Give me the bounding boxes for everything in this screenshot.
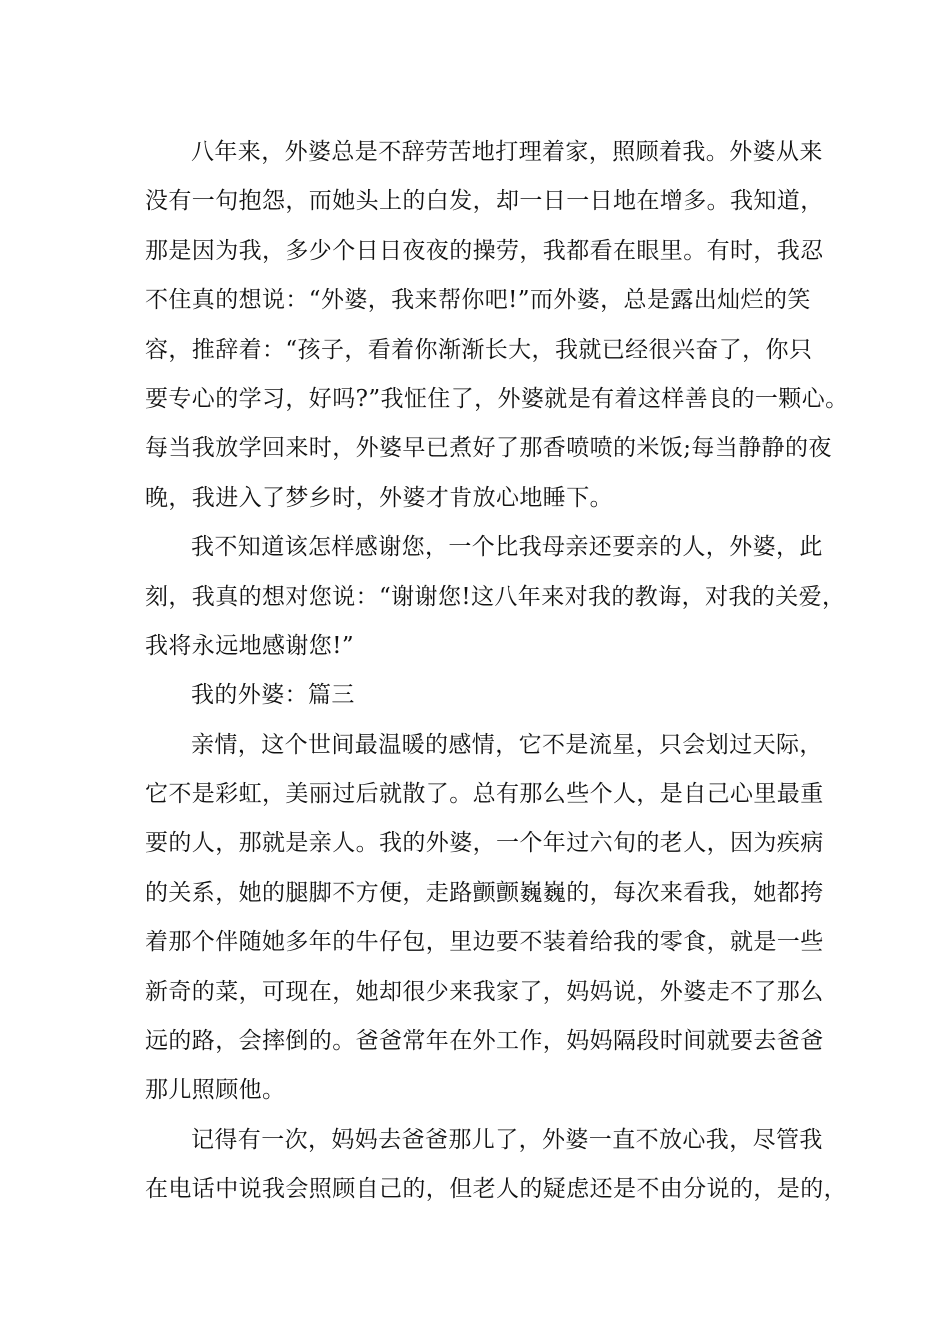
paragraph-line: 要专心的学习，好吗?”我怔住了，外婆就是有着这样善良的一颗心。 bbox=[145, 385, 849, 412]
paragraph-line: 我不知道该怎样感谢您，一个比我母亲还要亲的人，外婆，此 bbox=[191, 534, 823, 561]
paragraph-line: 着那个伴随她多年的牛仔包，里边要不装着给我的零食，就是一些 bbox=[145, 929, 824, 956]
paragraph-line: 不住真的想说：“外婆，我来帮你吧!”而外婆，总是露出灿烂的笑 bbox=[145, 287, 811, 314]
paragraph-line: 在电话中说我会照顾自己的，但老人的疑虑还是不由分说的，是的， bbox=[145, 1176, 847, 1203]
paragraph-line: 远的路，会摔倒的。爸爸常年在外工作，妈妈隔段时间就要去爸爸 bbox=[145, 1028, 824, 1055]
paragraph-line: 要的人，那就是亲人。我的外婆，一个年过六旬的老人，因为疾病 bbox=[145, 830, 824, 857]
document-body bbox=[145, 128, 849, 1215]
paragraph-line: 晚，我进入了梦乡时，外婆才肯放心地睡下。 bbox=[145, 484, 613, 511]
paragraph-line: 八年来，外婆总是不辞劳苦地打理着家，照顾着我。外婆从来 bbox=[191, 139, 823, 165]
section-heading: 我的外婆：篇三 bbox=[191, 682, 355, 709]
paragraph-line: 没有一句抱怨，而她头上的白发，却一日一日地在增多。我知道， bbox=[145, 188, 824, 215]
paragraph-line: 那是因为我，多少个日日夜夜的操劳，我都看在眼里。有时，我忍 bbox=[145, 237, 824, 264]
paragraph-line: 我将永远地感谢您!” bbox=[145, 632, 355, 659]
paragraph-line: 那儿照顾他。 bbox=[145, 1077, 286, 1104]
paragraph-line: 刻，我真的想对您说：“谢谢您!这八年来对我的教诲，对我的关爱， bbox=[145, 583, 846, 610]
paragraph-line: 它不是彩虹，美丽过后就散了。总有那么些个人，是自己心里最重 bbox=[145, 781, 824, 808]
paragraph-line: 记得有一次，妈妈去爸爸那儿了，外婆一直不放心我，尽管我 bbox=[191, 1126, 823, 1153]
paragraph-line: 新奇的菜，可现在，她却很少来我家了，妈妈说，外婆走不了那么 bbox=[145, 978, 824, 1005]
paragraph-line: 容，推辞着：“孩子，看着你渐渐长大，我就已经很兴奋了，你只 bbox=[145, 336, 813, 363]
paragraph-line: 的关系，她的腿脚不方便，走路颤颤巍巍的，每次来看我，她都挎 bbox=[145, 879, 824, 906]
paragraph-line: 亲情，这个世间最温暖的感情，它不是流星，只会划过天际， bbox=[191, 731, 823, 758]
paragraph-line: 每当我放学回来时，外婆早已煮好了那香喷喷的米饭;每当静静的夜 bbox=[145, 435, 832, 462]
